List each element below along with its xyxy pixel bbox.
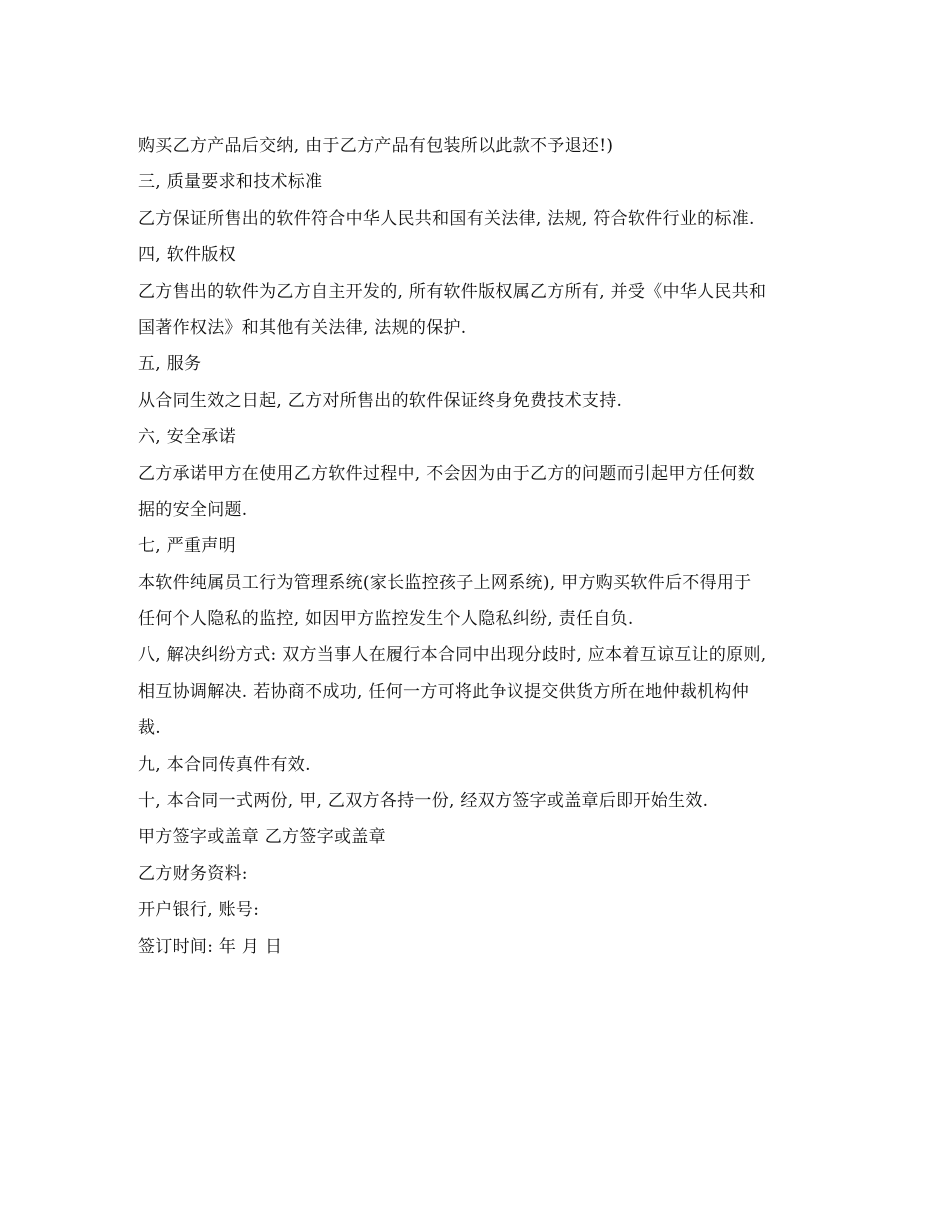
section-heading: 三, 质量要求和技术标准 (138, 172, 323, 193)
text-line: 购买乙方产品后交纳, 由于乙方产品有包装所以此款不予退还!) (138, 136, 614, 156)
section-heading: 四, 软件版权 (138, 245, 236, 266)
text-line: 乙方保证所售出的软件符合中华人民共和国有关法律, 法规, 符合软件行业的标准. (138, 208, 755, 229)
text-line: 乙方承诺甲方在使用乙方软件过程中, 不会因为由于乙方的问题而引起甲方任何数 (138, 463, 755, 484)
text-line: 本软件纯属员工行为管理系统(家长监控孩子上网系统), 甲方购买软件后不得用于 (138, 572, 752, 593)
text-line: 从合同生效之日起, 乙方对所售出的软件保证终身免费技术支持. (138, 390, 623, 411)
document-body (138, 128, 818, 965)
text-line: 国著作权法》和其他有关法律, 法规的保护. (138, 317, 467, 338)
text-line: 任何个人隐私的监控, 如因甲方监控发生个人隐私纠纷, 责任自负. (138, 609, 634, 630)
text-line: 乙方售出的软件为乙方自主开发的, 所有软件版权属乙方所有, 并受《中华人民共和 (138, 281, 767, 302)
text-line: 九, 本合同传真件有效. (138, 754, 311, 775)
text-line: 裁. (138, 718, 162, 739)
finance-info-label: 乙方财务资料: (138, 863, 248, 884)
section-heading: 六, 安全承诺 (138, 427, 236, 448)
section-heading: 五, 服务 (138, 354, 202, 375)
signature-line: 甲方签字或盖章 乙方签字或盖章 (138, 827, 386, 848)
text-line: 八, 解决纠纷方式: 双方当事人在履行本合同中出现分歧时, 应本着互谅互让的原则, (138, 645, 767, 666)
text-line: 相互协调解决. 若协商不成功, 任何一方可将此争议提交供货方所在地仲裁机构仲 (138, 681, 750, 702)
text-line: 据的安全问题. (138, 499, 248, 520)
text-line: 十, 本合同一式两份, 甲, 乙双方各持一份, 经双方签字或盖章后即开始生效. (138, 791, 709, 812)
section-heading: 七, 严重声明 (138, 536, 236, 557)
signing-date-label: 签订时间: 年 月 日 (138, 936, 283, 957)
bank-account-label: 开户银行, 账号: (138, 900, 260, 921)
